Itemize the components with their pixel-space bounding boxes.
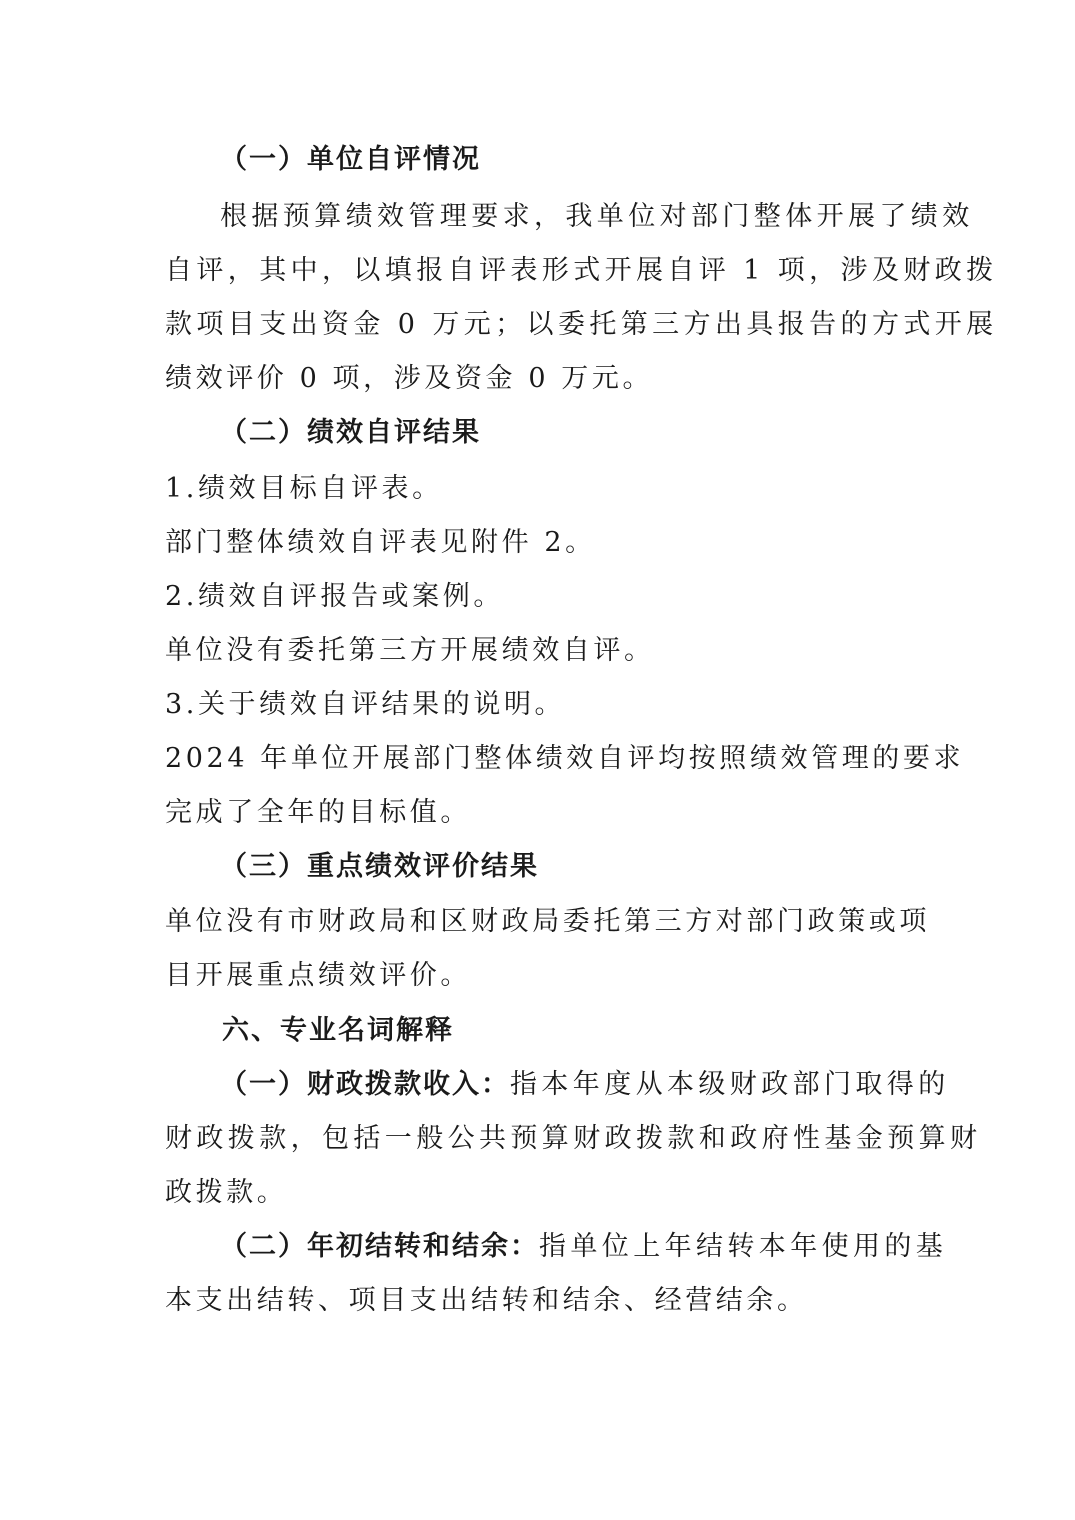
section-heading-key-evaluation: （三）重点绩效评价结果 <box>220 851 539 882</box>
section-heading-self-evaluation: （一）单位自评情况 <box>220 144 481 175</box>
list-item: 2.绩效自评报告或案例。 <box>165 581 504 612</box>
section-heading-glossary: 六、专业名词解释 <box>222 1015 454 1046</box>
list-item: 部门整体绩效自评表见附件 2。 <box>165 527 596 558</box>
paragraph-line: 财政拨款，包括一般公共预算财政拨款和政府性基金预算财 <box>165 1123 982 1154</box>
paragraph-line: 单位没有市财政局和区财政局委托第三方对部门政策或项 <box>165 906 930 937</box>
section-heading-self-evaluation-results: （二）绩效自评结果 <box>220 417 481 448</box>
paragraph-line: 款项目支出资金 0 万元；以委托第三方出具报告的方式开展 <box>165 309 998 340</box>
term-label-fiscal-appropriation-income: （一）财政拨款收入： <box>220 1069 510 1100</box>
paragraph-line: 本支出结转、项目支出结转和结余、经营结余。 <box>165 1285 808 1316</box>
list-item: 完成了全年的目标值。 <box>165 797 471 828</box>
term-definition-start: 指单位上年结转本年使用的基 <box>539 1231 948 1262</box>
paragraph-line: 自评，其中，以填报自评表形式开展自评 1 项，涉及财政拨 <box>165 255 998 286</box>
glossary-term-line <box>220 1220 948 1274</box>
list-item: 2024 年单位开展部门整体绩效自评均按照绩效管理的要求 <box>165 743 965 774</box>
paragraph-line: 根据预算绩效管理要求，我单位对部门整体开展了绩效 <box>220 201 974 232</box>
paragraph-line: 政拨款。 <box>165 1177 288 1208</box>
list-item: 单位没有委托第三方开展绩效自评。 <box>165 635 655 666</box>
list-item: 3.关于绩效自评结果的说明。 <box>165 689 566 720</box>
term-definition-start: 指本年度从本级财政部门取得的 <box>510 1069 950 1100</box>
paragraph-line: 目开展重点绩效评价。 <box>165 960 471 991</box>
term-label-carryover-balance: （二）年初结转和结余： <box>220 1231 539 1262</box>
glossary-term-line <box>220 1058 950 1112</box>
list-item: 1.绩效目标自评表。 <box>165 473 443 504</box>
paragraph-line: 绩效评价 0 项，涉及资金 0 万元。 <box>165 363 654 394</box>
